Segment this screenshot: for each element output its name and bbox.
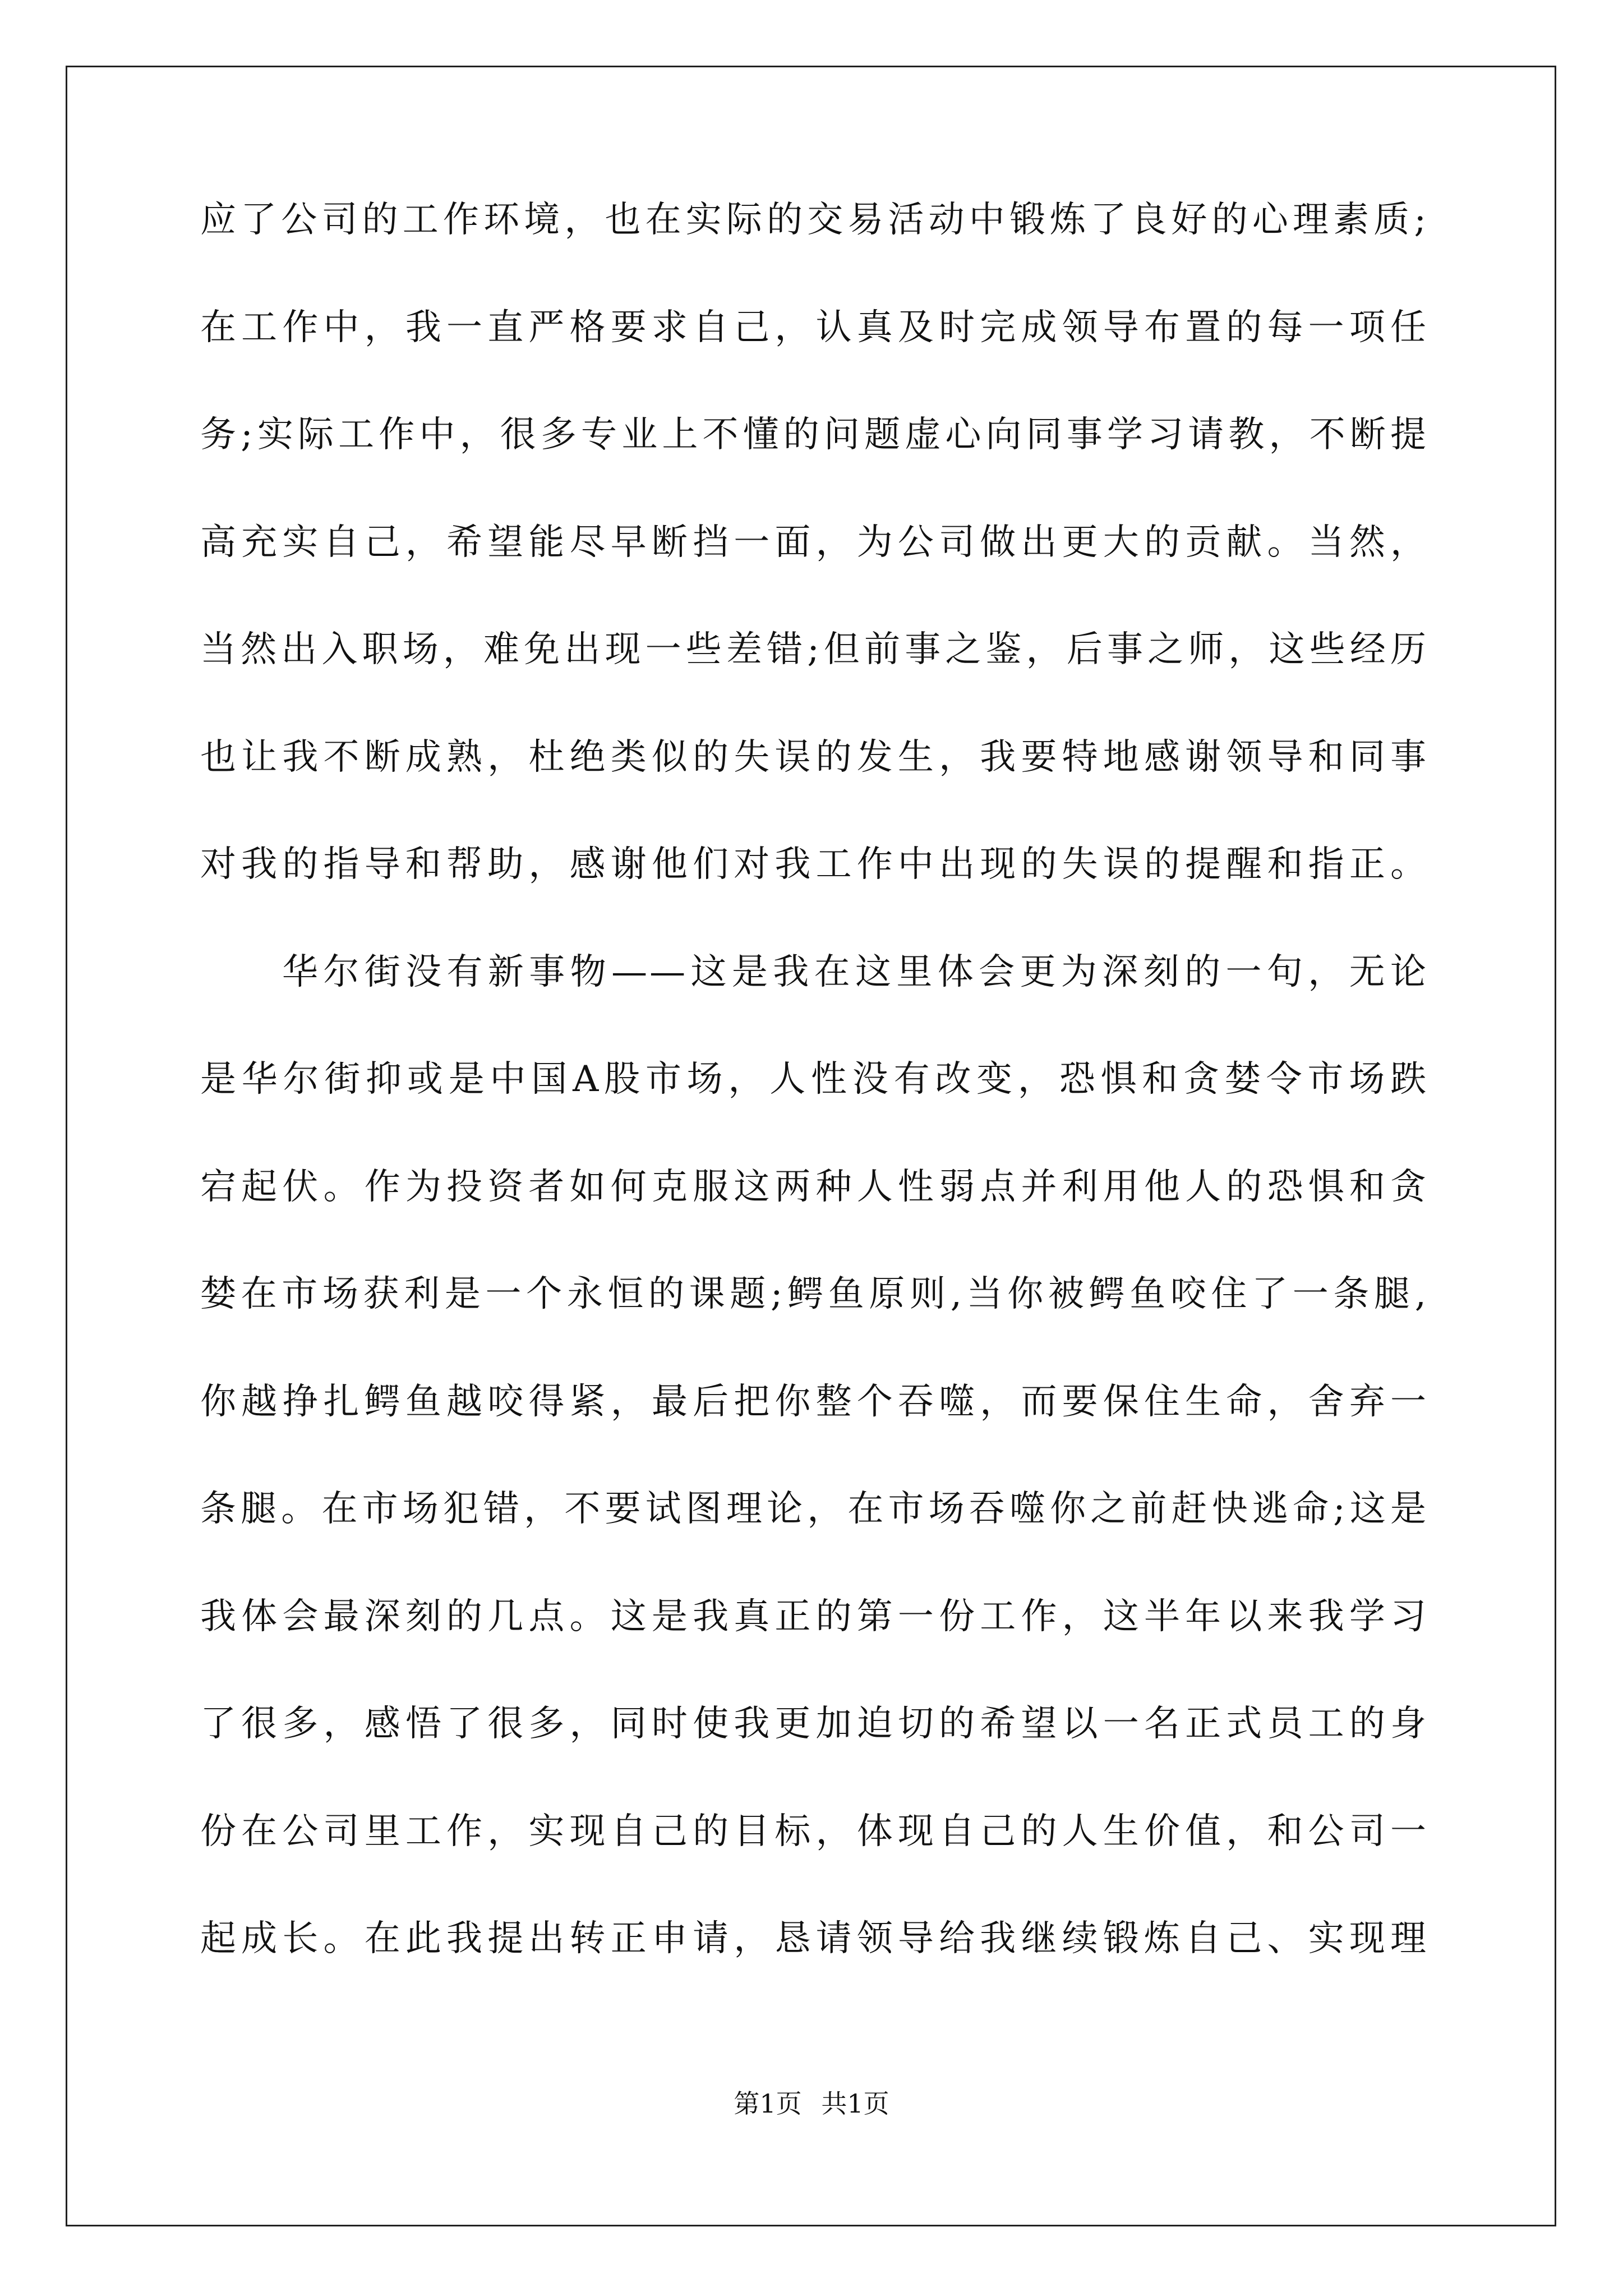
page-number-total: 共1页 [821,2088,889,2119]
page-border [66,66,1556,2226]
text-line: 是华尔街抑或是中国A股市场，人性没有改变，恐惧和贪婪令市场跌 [200,1059,1428,1100]
text-line: 你越挣扎鳄鱼越咬得紧，最后把你整个吞噬，而要保住生命，舍弃一 [200,1381,1428,1423]
text-line: 婪在市场获利是一个永恒的课题;鳄鱼原则,当你被鳄鱼咬住了一条腿, [200,1273,1428,1315]
text-line: 高充实自己，希望能尽早断挡一面，为公司做出更大的贡献。当然， [200,522,1428,563]
text-line: 宕起伏。作为投资者如何克服这两种人性弱点并利用他人的恐惧和贪 [200,1166,1428,1208]
text-line: 条腿。在市场犯错，不要试图理论，在市场吞噬你之前赶快逃命;这是 [200,1488,1428,1530]
text-line: 对我的指导和帮助，感谢他们对我工作中出现的失误的提醒和指正。 [200,844,1428,885]
text-line: 当然出入职场，难免出现一些差错;但前事之鉴，后事之师，这些经历 [200,629,1428,670]
text-line: 我体会最深刻的几点。这是我真正的第一份工作，这半年以来我学习 [200,1596,1428,1637]
text-line: 华尔街没有新事物——这是我在这里体会更为深刻的一句，无论 [282,951,1428,993]
text-line: 在工作中，我一直严格要求自己，认真及时完成领导布置的每一项任 [200,307,1428,348]
text-line: 份在公司里工作，实现自己的目标，体现自己的人生价值，和公司一 [200,1811,1428,1852]
text-line: 起成长。在此我提出转正申请，恳请领导给我继续锻炼自己、实现理 [200,1918,1428,1959]
text-line: 也让我不断成熟，杜绝类似的失误的发生，我要特地感谢领导和同事 [200,737,1428,778]
page-footer [0,2088,1623,2119]
page-number-current: 第1页 [734,2088,802,2119]
text-line: 了很多，感悟了很多，同时使我更加迫切的希望以一名正式员工的身 [200,1703,1428,1745]
text-line: 务;实际工作中，很多专业上不懂的问题虚心向同事学习请教，不断提 [200,414,1428,455]
text-line: 应了公司的工作环境，也在实际的交易活动中锻炼了良好的心理素质; [200,199,1428,241]
